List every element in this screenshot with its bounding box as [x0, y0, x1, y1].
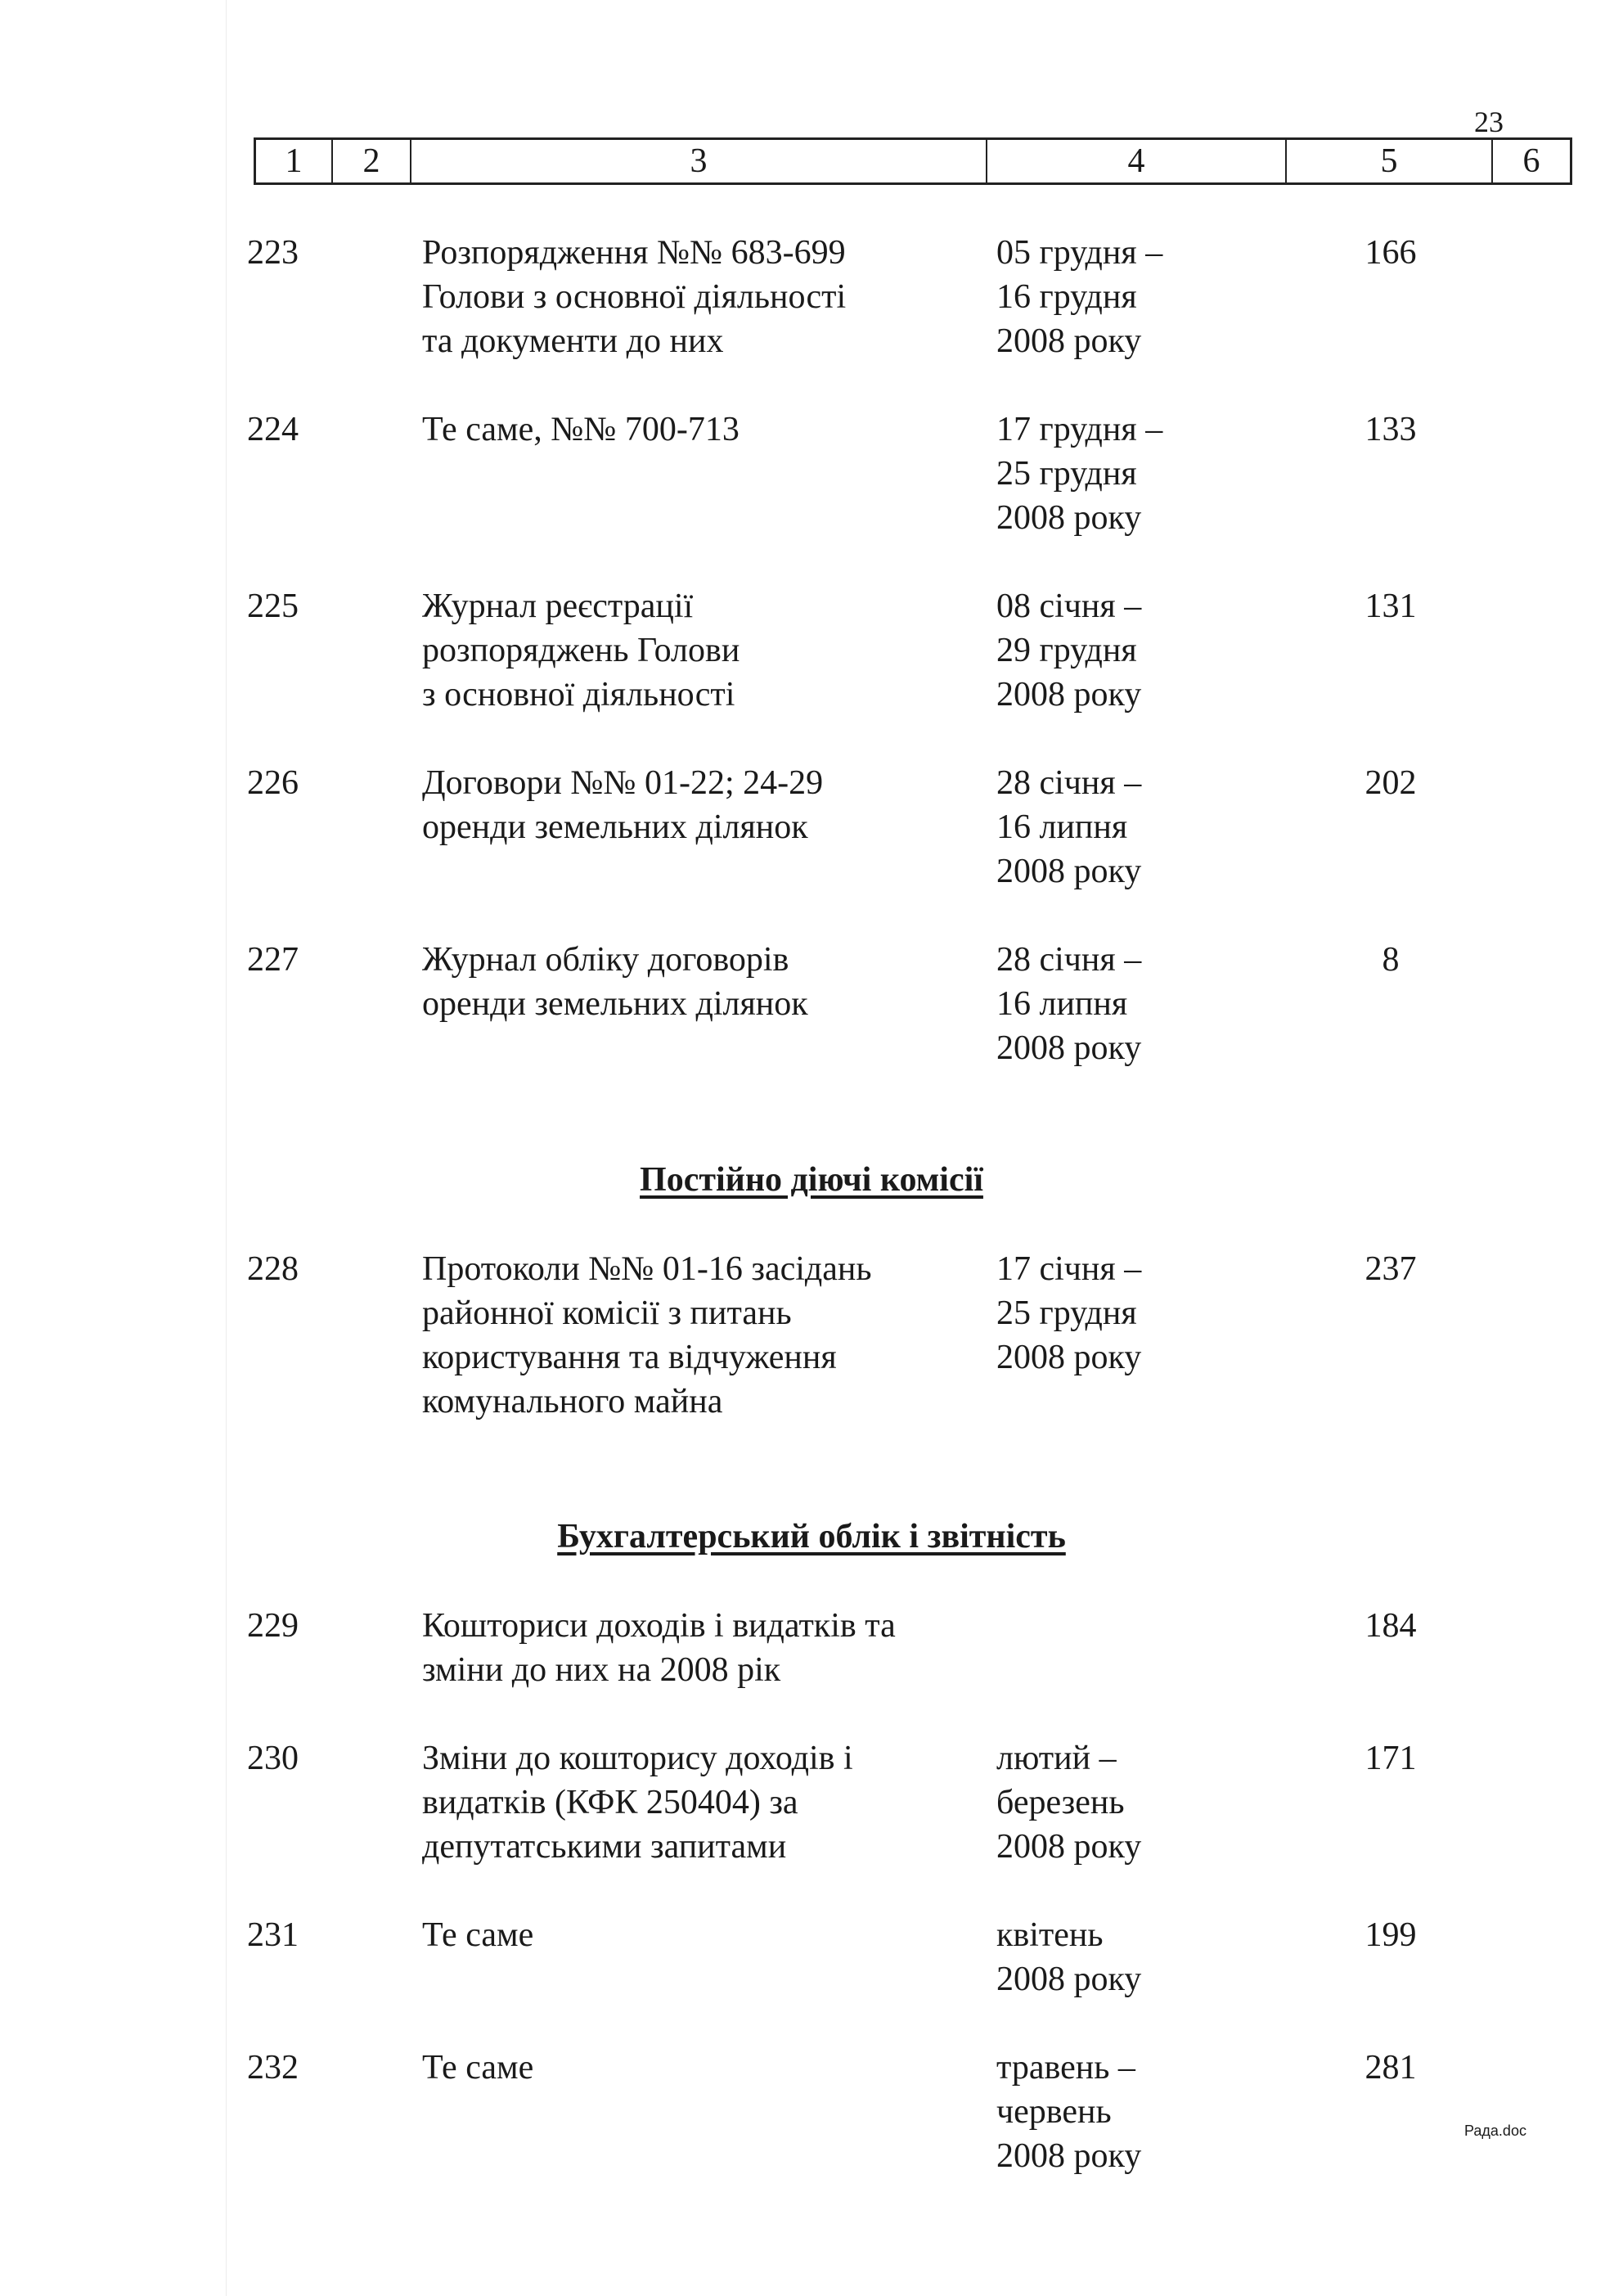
- record-title: Протоколи №№ 01-16 засідань районної комісії з питань користування та відчуження комунального майна: [422, 1250, 872, 1420]
- record-dates: 28 січня – 16 липня 2008 року: [996, 941, 1142, 1067]
- column-header-1: 1: [256, 140, 333, 182]
- column-header-2: 2: [333, 140, 411, 182]
- record-title: Те саме, №№ 700-713: [422, 411, 740, 448]
- footer-filename: Рада.doc: [1464, 2123, 1526, 2139]
- record-sheet-count: 166: [1364, 234, 1417, 272]
- record-title: Журнал обліку договорів оренди земельних ділянок: [422, 941, 808, 1023]
- record-title: Зміни до кошторису доходів і видатків (КФК 250404) за депутатськими запитами: [422, 1740, 853, 1866]
- section-heading-accounting: Бухгалтерський облік і звітність: [557, 1518, 1066, 1555]
- record-dates: 28 січня – 16 липня 2008 року: [996, 764, 1142, 890]
- record-number: 224: [247, 411, 299, 448]
- record-sheet-count: 237: [1364, 1250, 1417, 1288]
- record-title: Те саме: [422, 1916, 534, 1954]
- record-title: Кошториси доходів і видатків та зміни до них на 2008 рік: [422, 1607, 896, 1689]
- record-number: 227: [247, 941, 299, 979]
- record-number: 228: [247, 1250, 299, 1288]
- record-dates: 17 січня – 25 грудня 2008 року: [996, 1250, 1142, 1376]
- record-sheet-count: 131: [1364, 588, 1417, 625]
- record-number: 229: [247, 1607, 299, 1645]
- record-sheet-count: 281: [1364, 2049, 1417, 2087]
- record-title: Договори №№ 01-22; 24-29 оренди земельних ділянок: [422, 764, 824, 846]
- record-number: 226: [247, 764, 299, 802]
- page-number: 23: [1474, 106, 1504, 138]
- record-number: 231: [247, 1916, 299, 1954]
- record-title: Журнал реєстрації розпоряджень Голови з основної діяльності: [422, 588, 740, 714]
- record-sheet-count: 199: [1364, 1916, 1417, 1954]
- record-dates: лютий – березень 2008 року: [996, 1740, 1142, 1866]
- record-sheet-count: 133: [1364, 411, 1417, 448]
- record-dates: квітень 2008 року: [996, 1916, 1142, 1998]
- column-header-6: 6: [1522, 142, 1540, 180]
- column-header-5: 5: [1287, 140, 1493, 182]
- section-heading-commissions: Постійно діючі комісії: [640, 1161, 983, 1199]
- record-sheet-count: 171: [1364, 1740, 1417, 1777]
- record-sheet-count: 8: [1382, 941, 1400, 979]
- record-number: 230: [247, 1740, 299, 1777]
- record-dates: 17 грудня – 25 грудня 2008 року: [996, 411, 1163, 537]
- column-header-4: 4: [987, 140, 1287, 182]
- record-number: 225: [247, 588, 299, 625]
- record-title: Розпорядження №№ 683-699 Голови з основної діяльності та документи до них: [422, 234, 847, 360]
- record-sheet-count: 202: [1364, 764, 1417, 802]
- column-header-table: [254, 137, 1572, 185]
- binding-margin: [226, 0, 227, 2296]
- record-dates: 05 грудня – 16 грудня 2008 року: [996, 234, 1163, 360]
- record-dates: 08 січня – 29 грудня 2008 року: [996, 588, 1142, 714]
- record-title: Те саме: [422, 2049, 534, 2087]
- record-number: 223: [247, 234, 299, 272]
- record-number: 232: [247, 2049, 299, 2087]
- column-header-3: 3: [411, 140, 987, 182]
- record-sheet-count: 184: [1364, 1607, 1417, 1645]
- record-dates: травень – червень 2008 року: [996, 2049, 1142, 2175]
